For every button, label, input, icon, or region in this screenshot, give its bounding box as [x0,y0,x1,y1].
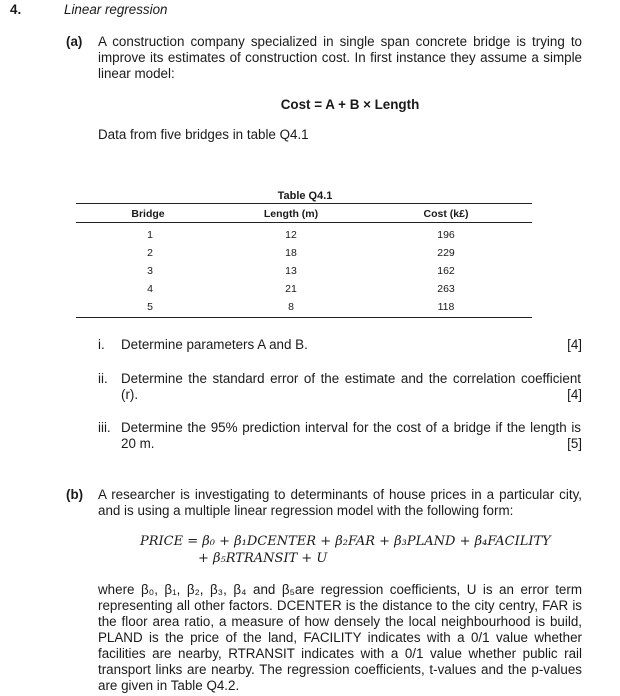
part-a-label: (a) [66,34,83,49]
question-title: Linear regression [64,2,168,17]
table-caption: Table Q4.1 [277,190,333,202]
data-description: Data from five bridges in table Q4.1 [98,127,309,142]
cost-formula: Cost = A + B × Length [280,97,420,112]
cell-cost: 263 [437,283,455,295]
cell-bridge: 2 [147,247,153,259]
question-number: 4. [10,2,22,17]
regression-equation-line-2: + β₅RTRANSIT + U [198,551,328,566]
item-text: Determine the standard error of the estimate and the correlation coefficient (r). [121,371,581,402]
table-top-rule [76,203,532,204]
part-b-intro: A researcher is investigating to determinants of house prices in a particular city, and is using a multiple linear regression model with the following form: [98,487,582,518]
cell-cost: 196 [437,229,455,241]
cell-length: 18 [285,247,297,259]
bridge-data-table [76,203,532,315]
table-header-cost: Cost (k£) [423,208,469,220]
cell-length: 21 [285,283,297,295]
regression-equation-line-1: PRICE = β₀ + β₁DCENTER + β₂FAR + β₃PLAND + β₄FACILITY [140,534,551,549]
question-item-ii [98,371,582,405]
cell-length: 12 [285,229,297,241]
cell-bridge: 1 [147,229,153,241]
item-number: i. [98,337,105,352]
cell-bridge: 5 [147,301,153,313]
table-bottom-rule [76,317,532,318]
cell-bridge: 4 [147,283,153,295]
table-header-bridge: Bridge [131,208,165,220]
cell-cost: 118 [437,301,455,313]
item-marks: [4] [567,387,582,402]
cell-cost: 229 [437,247,455,259]
question-item-iii [98,420,582,454]
item-marks: [5] [567,436,582,451]
item-number: iii. [98,420,111,435]
item-text: Determine the 95% prediction interval for the cost of a bridge if the length is 20 m. [121,420,581,451]
cell-cost: 162 [437,265,455,277]
part-b-label: (b) [66,487,84,502]
item-text: Determine parameters A and B. [121,337,308,352]
question-item-i [98,337,582,355]
item-marks: [4] [567,337,582,352]
cell-bridge: 3 [147,265,153,277]
part-a-intro: A construction company specialized in single span concrete bridge is trying to improve its estimates of construction cost. In first instance they assume a simple linear model: [98,34,582,81]
part-b-explanation: where β₀, β₁, β₂, β₃, β₄ and β₅are regression coefficients, U is an error term representing all other factors. DCENTER is the distance to the city centry, FAR is the floor area ratio, a measure of how densely the local neighbourhood is build, PLAND is the price of the land, FACILITY indicates with a 0/1 value whether facilities are nearby, RTRANSIT indicates with a 0/1 value whether public rail transport links are nearby. The regression coefficients, t-values and the p-values are given in Table Q4.2. [98,582,582,693]
table-header-rule [76,222,532,223]
cell-length: 13 [285,265,297,277]
table-header-length: Length (m) [263,208,319,220]
item-number: ii. [98,371,108,386]
cell-length: 8 [288,301,294,313]
